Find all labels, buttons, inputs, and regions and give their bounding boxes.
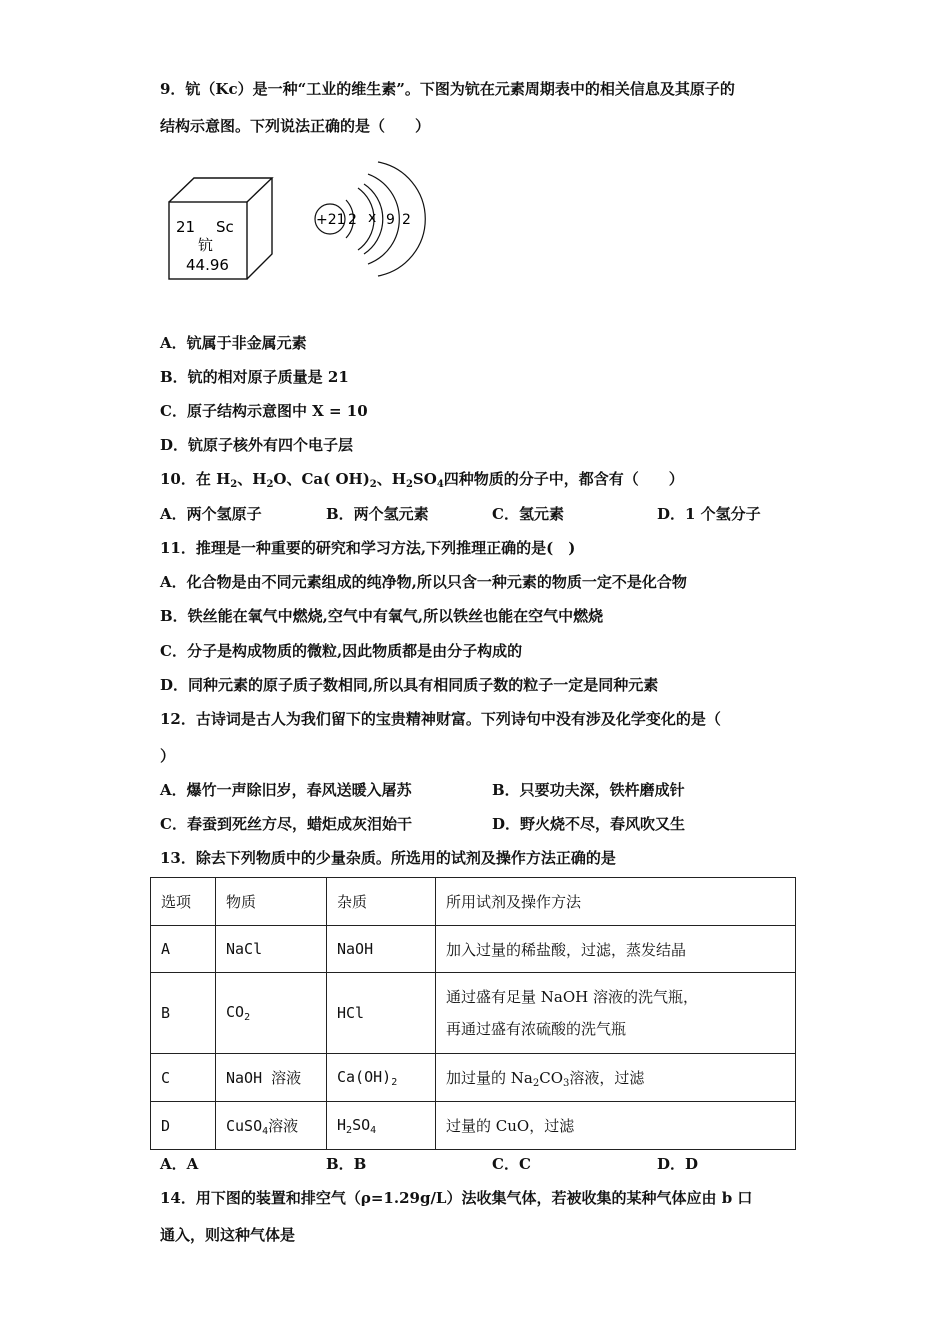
q9-stem-line2: 结构示意图。下列说法正确的是（ ）: [160, 117, 431, 135]
element-name: 钪: [198, 236, 214, 254]
q10-h2o-sub: 2: [266, 479, 274, 490]
row-b-substance-sub: 2: [244, 1012, 251, 1023]
q10-caoh-sub: 2: [369, 479, 377, 490]
q10-option-b: B．两个氢元素: [326, 505, 429, 523]
q14-stem-line1: 14．用下图的装置和排空气（ρ=1.29g/L）法收集气体，若被收集的某种气体应由 b 口: [160, 1189, 753, 1207]
q13-option-b: B．B: [326, 1155, 367, 1173]
q10-option-d: D．1 个氢分子: [657, 505, 761, 523]
row-b-method-line2: 再通过盛有浓硫酸的洗气瓶: [446, 1020, 627, 1038]
q10-option-a: A．两个氢原子: [160, 505, 262, 523]
q10-h2so4-pre: 、H: [376, 470, 406, 488]
row-c-substance: NaOH 溶液: [216, 1054, 327, 1102]
row-d-option: D: [151, 1102, 216, 1150]
q13-table: [150, 877, 796, 1150]
element-cell-side: [247, 178, 272, 279]
header-impurity: 杂质: [327, 878, 436, 926]
scandium-figure-svg: [160, 150, 430, 300]
q9-option-a: A．钪属于非金属元素: [160, 334, 307, 352]
q10-h2so4-sub2: 4: [436, 479, 444, 490]
row-b-option: B: [151, 973, 216, 1054]
row-a-method: 加入过量的稀盐酸，过滤，蒸发结晶: [436, 926, 796, 973]
nucleus-charge: +21: [316, 212, 346, 228]
q10-h2o-pre: 、H: [237, 470, 267, 488]
q11-stem: 11．推理是一种重要的研究和学习方法,下列推理正确的是( ): [160, 539, 576, 557]
q13-option-a: A．A: [160, 1155, 199, 1173]
q13-stem: 13．除去下列物质中的少量杂质。所选用的试剂及操作方法正确的是: [160, 849, 616, 867]
row-c-impurity: [327, 1054, 436, 1102]
table-row: [151, 1054, 796, 1102]
q11-option-a: A．化合物是由不同元素组成的纯净物,所以只含一种元素的物质一定不是化合物: [160, 573, 687, 591]
row-d-impurity-mid: SO: [352, 1115, 371, 1134]
q11-option-b: B．铁丝能在氧气中燃烧,空气中有氧气,所以铁丝也能在空气中燃烧: [160, 607, 604, 625]
element-symbol: Sc: [216, 218, 234, 236]
q12-option-a: A．爆竹一声除旧岁，春风送暖入屠苏: [160, 781, 412, 799]
header-option: 选项: [151, 878, 216, 926]
row-d-substance: [216, 1102, 327, 1150]
table-row: [151, 973, 796, 1054]
atomic-number: 21: [176, 218, 196, 236]
element-cell-top: [169, 178, 272, 202]
row-d-impurity-sub2: 4: [370, 1124, 377, 1136]
q14-stem-line2: 通入，则这种气体是: [160, 1226, 296, 1244]
q9-stem-line1: 9．钪（Kc）是一种“工业的维生素”。下图为钪在元素周期表中的相关信息及其原子的: [160, 80, 735, 98]
row-b-substance: [216, 973, 327, 1054]
q12-option-d: D．野火烧不尽，春风吹又生: [492, 815, 686, 833]
row-c-method-post: 溶液，过滤: [569, 1068, 645, 1087]
row-b-impurity: HCl: [327, 973, 436, 1054]
header-substance: 物质: [216, 878, 327, 926]
row-d-impurity-sub1: 2: [346, 1124, 353, 1136]
q10-stem-rest: 四种物质的分子中，都含有（ ）: [443, 470, 684, 488]
row-b-substance-pre: CO: [226, 1003, 245, 1021]
atomic-mass: 44.96: [186, 256, 229, 274]
row-a-impurity: NaOH: [327, 926, 436, 973]
row-c-impurity-sub: 2: [391, 1076, 398, 1088]
shell-1-count: 2: [348, 212, 357, 228]
q12-stem-line1: 12．古诗词是古人为我们留下的宝贵精神财富。下列诗句中没有涉及化学变化的是（: [160, 710, 721, 728]
row-d-impurity: [327, 1102, 436, 1150]
row-c-method-sub1: 2: [532, 1077, 540, 1089]
q10-option-c: C．氢元素: [492, 505, 564, 523]
q12-option-c: C．春蚕到死丝方尽，蜡炬成灰泪始干: [160, 815, 412, 833]
table-row: [151, 926, 796, 973]
row-b-method-line1: 通过盛有足量 NaOH 溶液的洗气瓶，: [446, 988, 698, 1006]
row-c-impurity-pre: Ca(OH): [337, 1067, 392, 1086]
row-a-substance: NaCl: [216, 926, 327, 973]
shell-3-count: 9: [386, 212, 395, 228]
q13-option-d: D．D: [657, 1155, 699, 1173]
row-d-substance-post: 溶液: [268, 1116, 299, 1135]
q12-option-b: B．只要功夫深，铁杵磨成针: [492, 781, 685, 799]
shell-4-count: 2: [402, 212, 411, 228]
q12-stem-line2: ）: [160, 747, 176, 765]
q10-h2so4-mid: SO: [412, 470, 437, 488]
q11-option-c: C．分子是构成物质的微粒,因此物质都是由分子构成的: [160, 642, 523, 660]
q10-h2o-post: O、Ca( OH): [273, 470, 370, 488]
row-c-method-sub2: 3: [563, 1077, 570, 1089]
shell-2-count: x: [368, 210, 377, 226]
q10-h2-sub: 2: [230, 479, 238, 490]
q10-stem: [160, 468, 684, 490]
q11-option-d: D．同种元素的原子质子数相同,所以具有相同质子数的粒子一定是同种元素: [160, 676, 659, 694]
q9-option-d: D．钪原子核外有四个电子层: [160, 436, 354, 454]
row-c-option: C: [151, 1054, 216, 1102]
row-d-substance-sub: 4: [262, 1125, 269, 1137]
q9-option-b: B．钪的相对原子质量是 21: [160, 368, 349, 386]
row-d-substance-pre: CuSO: [226, 1116, 263, 1135]
row-d-method: 过量的 CuO，过滤: [436, 1102, 796, 1150]
row-c-method-pre: 加过量的 Na: [446, 1068, 533, 1087]
q10-h2so4-sub1: 2: [405, 479, 413, 490]
q9-option-c: C．原子结构示意图中 X = 10: [160, 402, 368, 420]
table-row: [151, 1102, 796, 1150]
table-header-row: [151, 878, 796, 926]
row-b-method: [436, 973, 796, 1054]
row-c-method-mid: CO: [539, 1068, 563, 1087]
row-c-method: [436, 1054, 796, 1102]
row-a-option: A: [151, 926, 216, 973]
scandium-figure: [160, 150, 430, 300]
row-d-impurity-pre: H: [337, 1115, 347, 1134]
q10-stem-prefix: 10．在 H: [160, 470, 231, 488]
header-method: 所用试剂及操作方法: [436, 878, 796, 926]
q13-option-c: C．C: [492, 1155, 531, 1173]
